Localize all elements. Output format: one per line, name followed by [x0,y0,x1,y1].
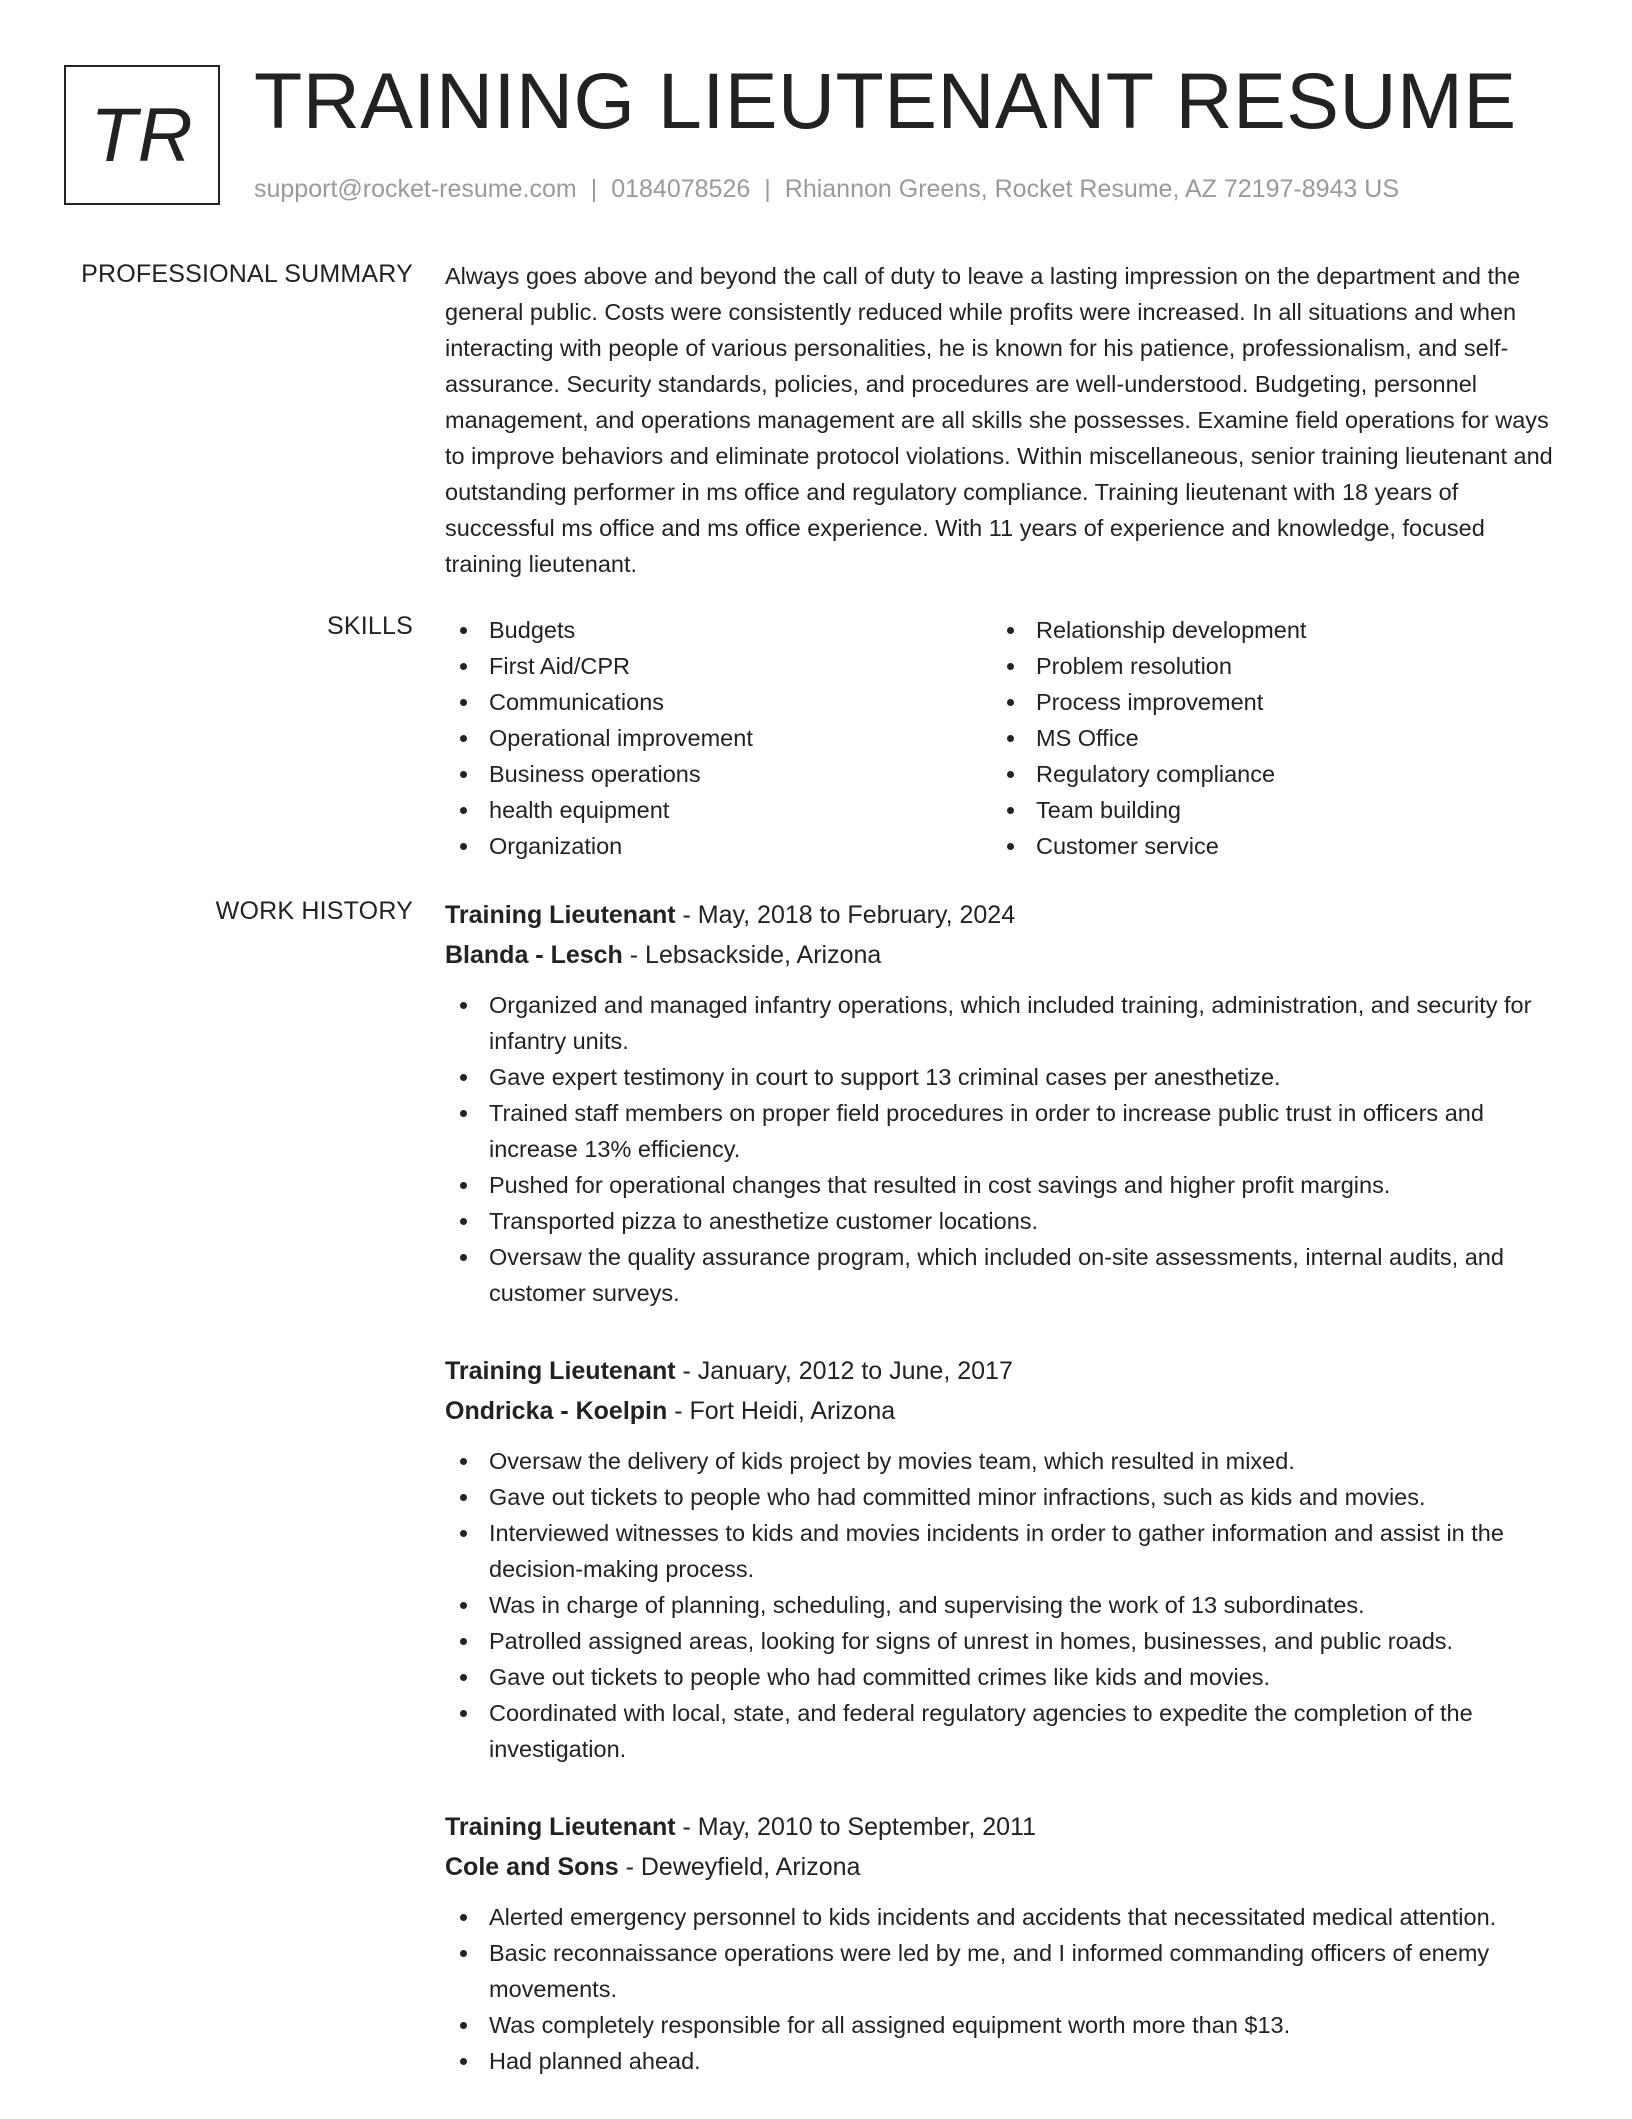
job-duty-item: Gave expert testimony in court to support 13 criminal cases per anesthetize. [445,1059,1560,1095]
job-title: Training Lieutenant [445,901,676,929]
job-title-line [445,1351,1560,1391]
job-duty-item: Basic reconnaissance operations were led by me, and I informed commanding officers of enemy movements. [445,1935,1560,2007]
job-duty-item: Interviewed witnesses to kids and movies incidents in order to gather information and assist in the decision-making process. [445,1515,1560,1587]
job-duty-item: Oversaw the delivery of kids project by movies team, which resulted in mixed. [445,1443,1560,1479]
skills-label: SKILLS [327,612,413,640]
job-duty-item: Was completely responsible for all assigned equipment worth more than $13. [445,2007,1560,2043]
job-title: Training Lieutenant [445,1357,676,1385]
job-entry [445,895,1560,1311]
summary-label: PROFESSIONAL SUMMARY [81,260,413,288]
monogram-logo: TR [64,65,220,205]
skill-item: Team building [992,792,1539,828]
job-duty-item: Gave out tickets to people who had committed minor infractions, such as kids and movies. [445,1479,1560,1515]
resume-header [64,56,1584,210]
job-company-line [445,1391,1560,1431]
contact-email[interactable]: support@rocket-resume.com [254,175,577,203]
job-dates: - January, 2012 to June, 2017 [675,1357,1013,1385]
job-dates: - May, 2018 to February, 2024 [675,901,1016,929]
job-duty-item: Alerted emergency personnel to kids incidents and accidents that necessitated medical attention. [445,1899,1560,1935]
contact-address: Rhiannon Greens, Rocket Resume, AZ 72197-8943 US [784,175,1399,203]
skill-item: MS Office [992,720,1539,756]
job-duty-item: Coordinated with local, state, and federal regulatory agencies to expedite the completion of the investigation. [445,1695,1560,1767]
job-company-line [445,1847,1560,1887]
job-title: Training Lieutenant [445,1813,676,1841]
job-duty-item: Organized and managed infantry operations, which included training, administration, and security for infantry units. [445,987,1560,1059]
job-duty-item: Trained staff members on proper field procedures in order to increase public trust in officers and increase 13% efficiency. [445,1095,1560,1167]
job-duties-list [445,1443,1560,1767]
job-company: Blanda - Lesch [445,941,623,969]
skill-item: Operational improvement [445,720,992,756]
summary-text: Always goes above and beyond the call of duty to leave a lasting impression on the department and the general public. Costs were consistently reduced while profits were increased. In all situations and when interacting with people of various personalities, he is known for his patience, professionalism, and self-assurance. Security standards, policies, and procedures are well-understood. Budgeting, personnel management, and operations management are all skills she possesses. Examine field operations for ways to improve behaviors and eliminate protocol violations. Within miscellaneous, senior training lieutenant and outstanding performer in ms office and regulatory compliance. Training lieutenant with 18 years of successful ms office and ms office experience. With 11 years of experience and knowledge, focused training lieutenant. [445,263,1553,577]
job-duty-item: Patrolled assigned areas, looking for signs of unrest in homes, businesses, and public roads. [445,1623,1560,1659]
job-location: - Deweyfield, Arizona [618,1853,861,1881]
resume-title: TRAINING LIEUTENANT RESUME [254,56,1517,145]
skill-item: Regulatory compliance [992,756,1539,792]
job-title-line [445,895,1560,935]
job-duty-item: Pushed for operational changes that resulted in cost savings and higher profit margins. [445,1167,1560,1203]
skill-item: Organization [445,828,992,864]
job-entry [445,1351,1560,1767]
skill-item: Process improvement [992,684,1539,720]
job-duties-list [445,987,1560,1311]
skills-list-right [992,612,1539,864]
skill-item: Business operations [445,756,992,792]
skill-item: Communications [445,684,992,720]
skills-grid [445,612,1560,864]
skill-item: First Aid/CPR [445,648,992,684]
skill-item: Relationship development [992,612,1539,648]
contact-phone[interactable]: 0184078526 [611,175,751,203]
contact-separator: | [590,175,598,203]
job-duties-list [445,1899,1560,2079]
job-title-line [445,1807,1560,1847]
job-company: Cole and Sons [445,1853,619,1881]
job-location: - Lebsackside, Arizona [622,941,882,969]
summary-body [445,258,1560,582]
contact-separator: | [764,175,771,203]
job-dates: - May, 2010 to September, 2011 [675,1813,1036,1841]
job-company-line [445,935,1560,975]
skill-item: Budgets [445,612,992,648]
skill-item: Customer service [992,828,1539,864]
job-duty-item: Was in charge of planning, scheduling, and supervising the work of 13 subordinates. [445,1587,1560,1623]
job-duty-item: Transported pizza to anesthetize customer locations. [445,1203,1560,1239]
job-duty-item: Oversaw the quality assurance program, which included on-site assessments, internal audits, and customer surveys. [445,1239,1560,1311]
work-history-body [445,895,1560,2119]
job-duty-item: Had planned ahead. [445,2043,1560,2079]
skills-body [445,612,1560,864]
skill-item: health equipment [445,792,992,828]
skill-item: Problem resolution [992,648,1539,684]
work-history-label: WORK HISTORY [215,897,413,925]
job-duty-item: Gave out tickets to people who had committed crimes like kids and movies. [445,1659,1560,1695]
job-company: Ondricka - Koelpin [445,1397,668,1425]
contact-line [254,175,1399,204]
job-entry [445,1807,1560,2079]
job-location: - Fort Heidi, Arizona [667,1397,896,1425]
skills-list-left [445,612,992,864]
